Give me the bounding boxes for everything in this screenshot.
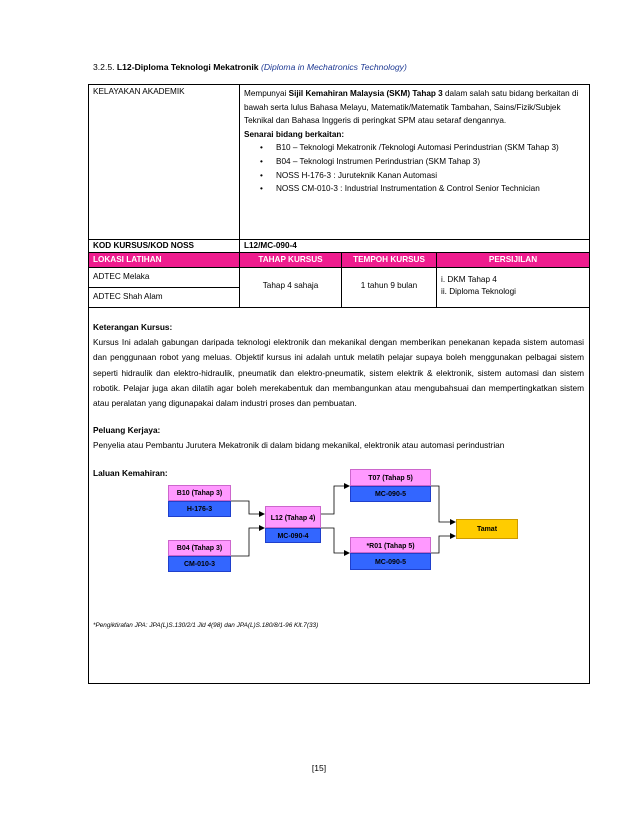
connector-b10-l12 [230,501,259,514]
certification-item: i. DKM Tahap 4 [441,275,497,284]
career-heading: Peluang Kerjaya: [93,425,161,436]
b10-level-box: B10 (Tahap 3) [168,485,231,501]
connector-l12-t07 [319,486,344,514]
l12-level-box: L12 (Tahap 4) [265,506,321,528]
connector-t07-end [430,486,450,522]
level-header: TAHAP KURSUS [239,253,341,267]
b04-code-box: CM-010-3 [168,556,231,572]
career-text: Penyelia atau Pembantu Jurutera Mekatronik di dalam bidang mekanikal, elektronik atau automasi perindustrian [93,440,505,451]
description-row [89,308,589,683]
section-subtitle: (Diploma in Mechatronics Technology) [260,62,407,72]
training-header-row [89,253,589,268]
list-item: • B04 – Teknologi Instrumen Perindustrian (SKM Tahap 3) [260,155,585,169]
t07-level-box: T07 (Tahap 5) [350,469,431,486]
footnote: *Pengiktirafan JPA: JPA(L)S.130/2/1 Jld 4(98) dan JPA(L)S.180/8/1-96 Klt.7(33) [93,622,319,629]
list-item: • B10 – Teknologi Mekatronik /Teknologi Automasi Perindustrian (SKM Tahap 3) [260,141,585,155]
requirements-content [239,85,589,239]
section-title-text: L12-Diploma Teknologi Mekatronik [116,62,259,72]
location-melaka: ADTEC Melaka [89,268,239,288]
duration-header: TEMPOH KURSUS [341,253,436,267]
connector-l12-r01 [319,528,344,553]
requirements-label: KELAYAKAN AKADEMIK [93,87,185,96]
certification-item: ii. Diploma Teknologi [441,287,516,296]
location-shah-alam: ADTEC Shah Alam [93,292,163,301]
b10-code-box: H-176-3 [168,501,231,517]
description-text: Kursus Ini adalah gabungan daripada teknologi elektronik dan mekanikal dengan memberikan penekanan kepada sistem automasi dan penggunaan robot yang meluas. Objektif kursus ini adalah untuk melatih pelajar supaya boleh menggunakan pelbagai sistem seperti hidraulik dan elektro-hidraulik, pneumatik dan elektro-pneumatik, sistem elektrik & elektronik, sistem automasi dan sistem robotik. Pelajar juga akan dilatih agar boleh merekabentuk dan membangunkan atau mengubahsuai dan mempertingkatkan sistem atau peralatan yang digunapakai dalam industri proses dan pembuatan. [93,337,584,409]
certification-header: PERSIJILAN [436,253,589,267]
t07-code-box: MC-090-5 [350,486,431,502]
r01-code-box: MC-090-5 [350,553,431,570]
location-header: LOKASI LATIHAN [93,255,162,264]
list-item: • NOSS H-176-3 : Juruteknik Kanan Automasi [260,169,585,183]
connector-b04-l12 [230,528,259,556]
section-title [93,62,407,72]
pathway-heading: Laluan Kemahiran: [93,467,168,478]
section-number: 3.2.5. [93,62,115,72]
b04-level-box: B04 (Tahap 3) [168,540,231,556]
related-fields-list [244,141,585,195]
list-item: • NOSS CM-010-3 : Industrial Instrumentation & Control Senior Technician [260,182,585,196]
page-number: [15] [311,763,327,773]
course-code-value: L12/MC-090-4 [239,240,589,252]
certification-list [436,268,589,307]
skm-requirement: Sijil Kemahiran Malaysia (SKM) Tahap 3 [288,89,443,98]
course-code-row [89,240,589,253]
end-box: Tamat [456,519,518,539]
course-code-label: KOD KURSUS/KOD NOSS [93,241,194,250]
related-fields-title: Senarai bidang berkaitan: [244,129,345,139]
course-duration: 1 tahun 9 bulan [341,268,436,307]
course-level: Tahap 4 sahaja [239,268,341,307]
course-table [88,84,590,684]
connector-r01-end [430,536,450,553]
r01-level-box: *R01 (Tahap 5) [350,537,431,553]
requirements-row [89,85,589,240]
requirements-intro: Mempunyai Sijil Kemahiran Malaysia (SKM) Tahap 3 dalam salah satu bidang berkaitan di bawah serta lulus Bahasa Melayu, Matematik/Matematik Tambahan, Sains/Fizik/Subjek Teknikal dan Bahasa Inggeris di peringkat SPM atau setaraf dengannya. [244,89,579,126]
l12-code-box: MC-090-4 [265,528,321,543]
training-row [89,268,589,308]
description-heading: Keterangan Kursus: [93,322,173,332]
